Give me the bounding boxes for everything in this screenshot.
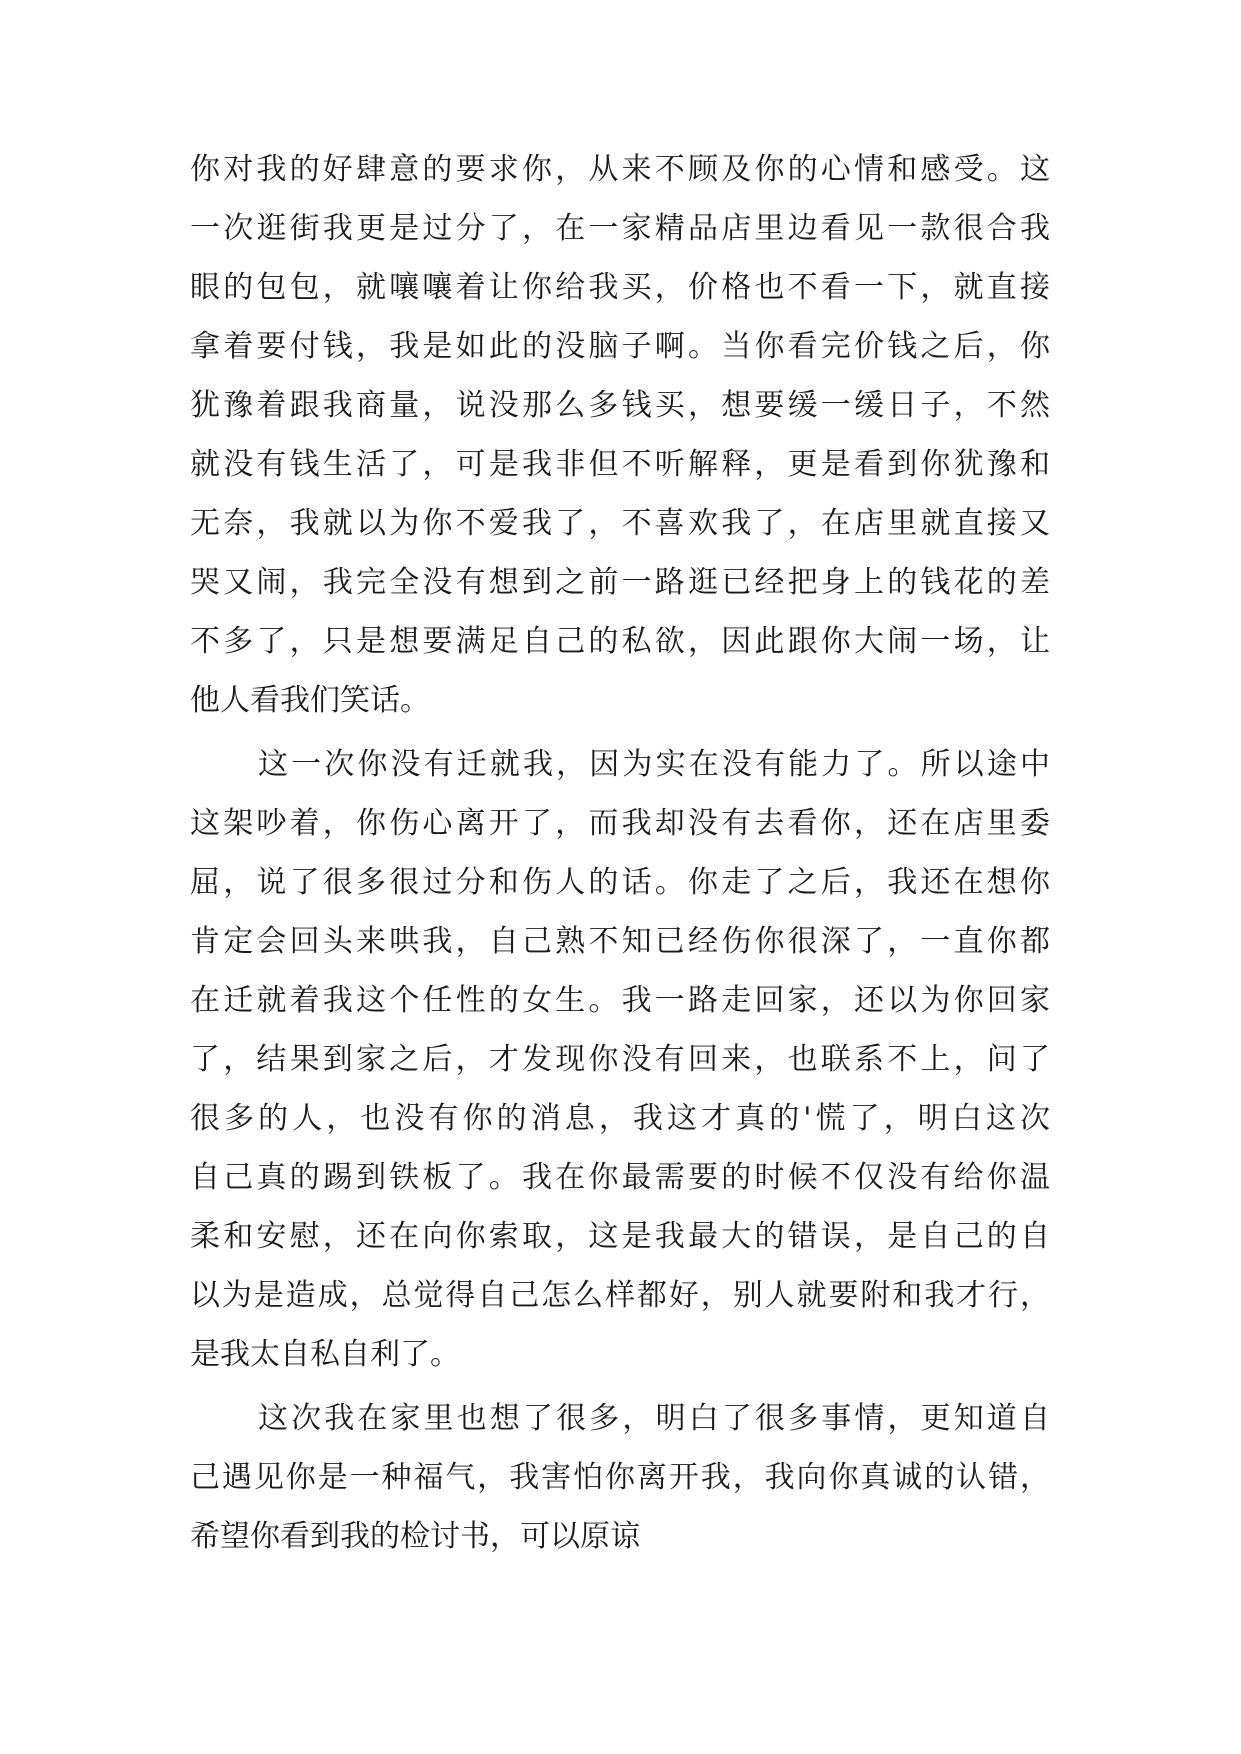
text-line: 他人看我们笑话。	[190, 683, 430, 718]
text-line: 就没有钱生活了，可是我非但不听解释，更是看到你犹豫和	[190, 447, 1050, 482]
paragraph-first-line: 这一次你没有迁就我，因为实在没有能力了。所以途中	[258, 747, 1050, 782]
text-line: 在迁就着我这个任性的女生。我一路走回家，还以为你回家	[190, 983, 1050, 1018]
text-line: 以为是造成，总觉得自己怎么样都好，别人就要附和我才行，	[190, 1278, 1050, 1313]
text-line: 屈，说了很多很过分和伤人的话。你走了之后，我还在想你	[190, 865, 1050, 900]
text-line: 己遇见你是一种福气，我害怕你离开我，我向你真诚的认错，	[190, 1460, 1050, 1495]
text-line: 你对我的好肆意的要求你，从来不顾及你的心情和感受。这	[190, 152, 1050, 187]
text-line: 这架吵着，你伤心离开了，而我却没有去看你，还在店里委	[190, 806, 1050, 841]
text-line: 希望你看到我的检讨书，可以原谅	[190, 1519, 640, 1554]
text-line: 犹豫着跟我商量，说没那么多钱买，想要缓一缓日子，不然	[190, 388, 1050, 423]
text-line: 拿着要付钱，我是如此的没脑子啊。当你看完价钱之后，你	[190, 329, 1050, 364]
text-line: 很多的人，也没有你的消息，我这才真的'慌了，明白这次	[190, 1101, 1050, 1136]
text-line: 自己真的踢到铁板了。我在你最需要的时候不仅没有给你温	[190, 1160, 1050, 1195]
text-line: 眼的包包，就嚷嚷着让你给我买，价格也不看一下，就直接	[190, 270, 1050, 305]
text-line: 一次逛街我更是过分了，在一家精品店里边看见一款很合我	[190, 211, 1050, 246]
text-line: 无奈，我就以为你不爱我了，不喜欢我了，在店里就直接又	[190, 506, 1050, 541]
text-line: 肯定会回头来哄我，自己熟不知已经伤你很深了，一直你都	[190, 924, 1050, 959]
text-line: 不多了，只是想要满足自己的私欲，因此跟你大闹一场，让	[190, 624, 1050, 659]
text-line: 哭又闹，我完全没有想到之前一路逛已经把身上的钱花的差	[190, 565, 1050, 600]
paragraph-first-line: 这次我在家里也想了很多，明白了很多事情，更知道自	[258, 1401, 1050, 1436]
text-line: 是我太自私自利了。	[190, 1337, 460, 1372]
text-line: 柔和安慰，还在向你索取，这是我最大的错误，是自己的自	[190, 1219, 1050, 1254]
text-line: 了，结果到家之后，才发现你没有回来，也联系不上，问了	[190, 1042, 1050, 1077]
